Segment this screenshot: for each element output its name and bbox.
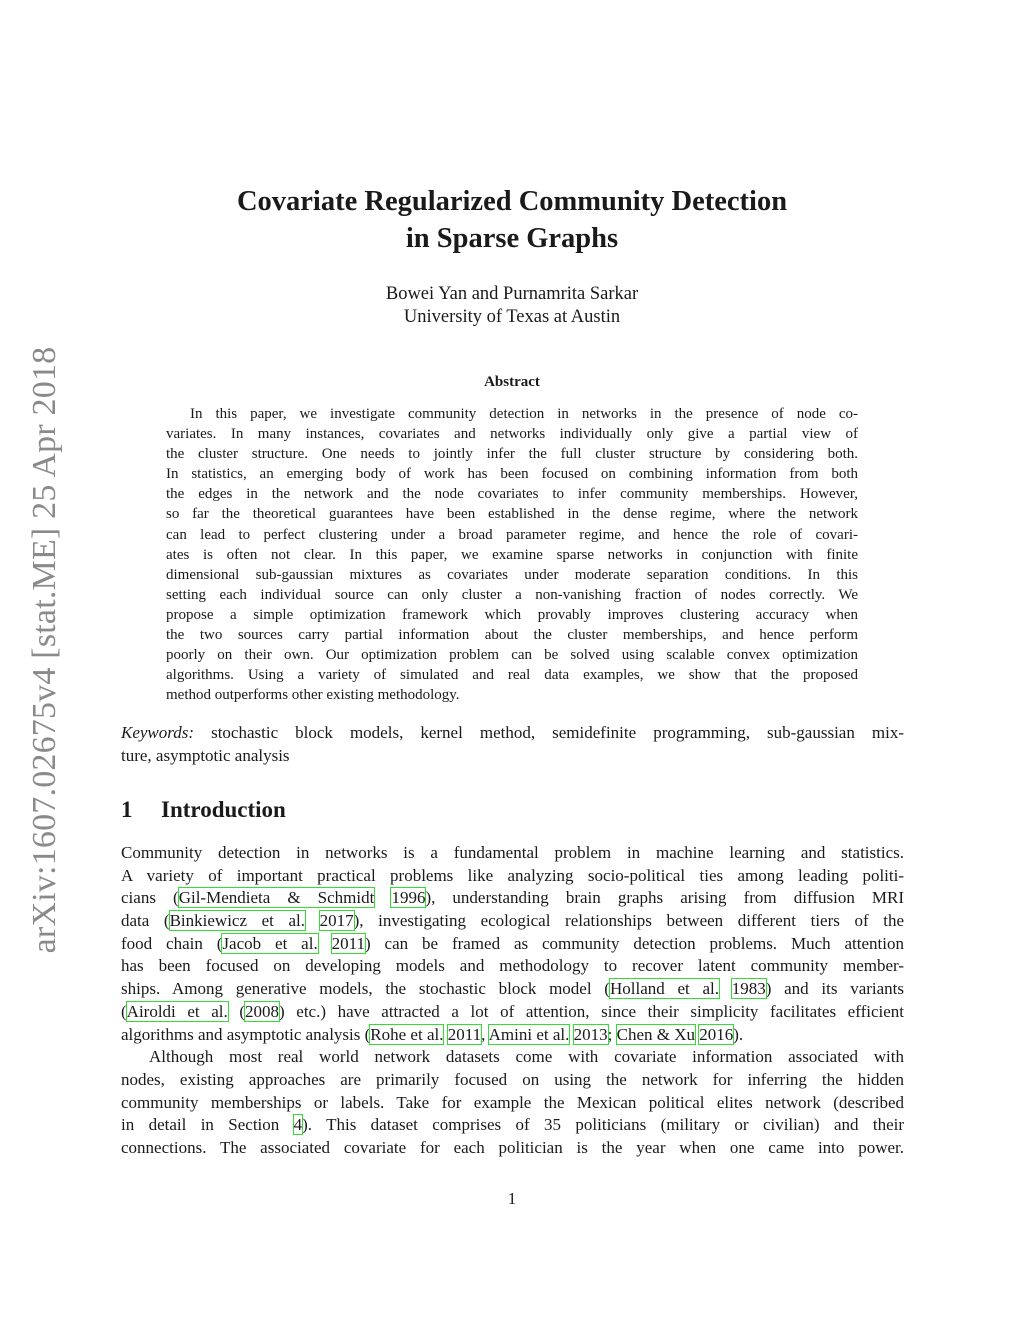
citation-year: 2013: [573, 1024, 608, 1044]
citation-year-link[interactable]: [320, 911, 354, 930]
abstract-line: algorithms. Using a variety of simulated and real data examples, we show that the proposed: [166, 667, 858, 684]
text-run: algorithms and asymptotic analysis (: [121, 1024, 371, 1044]
citation-year-link[interactable]: [574, 1025, 608, 1044]
section-title: Introduction: [161, 797, 286, 822]
citation-text: Gil-Mendieta & Schmidt: [178, 888, 375, 908]
citation-link[interactable]: [127, 1002, 228, 1021]
text-run: ). This dataset comprises of 35 politicians (military or civilian) and their: [302, 1115, 904, 1135]
abstract-line: can lead to perfect clustering under a broad parameter regime, and hence the role of covari-: [166, 526, 858, 543]
abstract-line: method outperforms other existing methodology.: [166, 687, 460, 704]
citation-text: Jacob et al.: [222, 933, 318, 953]
text-run: ) etc.) have attracted a lot of attention, since their simplicity facilitates efficient: [279, 1001, 904, 1021]
abstract-line: poorly on their own. Our optimization problem can be solved using scalable convex optimization: [166, 647, 858, 664]
text-run: ), investigating ecological relationships between different tiers of the: [353, 911, 905, 931]
text-run: ) and its variants: [765, 979, 905, 999]
text-run: (: [121, 1001, 127, 1021]
author-block: [200, 283, 824, 329]
paper-title: [150, 183, 874, 257]
text-run: ).: [733, 1024, 744, 1044]
citation-text: Airoldi et al.: [126, 1001, 228, 1021]
abstract-line: variates. In many instances, covariates and networks individually only give a partial view of: [166, 426, 858, 443]
authors: Bowei Yan and Purnamrita Sarkar: [385, 284, 639, 304]
text-run: ) can be framed as community detection problems. Much attention: [364, 933, 904, 953]
abstract-line: ates is often not clear. In this paper, we examine sparse networks in conjunction with finite: [166, 546, 858, 563]
intro-line: [121, 1024, 904, 1047]
citation-text: Rohe et al.: [370, 1024, 444, 1044]
citation-link[interactable]: [617, 1025, 695, 1044]
text-run: ships. Among generative models, the stochastic block model (: [121, 979, 610, 999]
abstract-line: so far the theoretical guarantees have been established in the dense regime, where the network: [166, 506, 858, 523]
citation-year-link[interactable]: [391, 888, 425, 907]
text-run: ,: [481, 1024, 489, 1044]
intro-line: [121, 1001, 904, 1024]
intro-line: [121, 933, 904, 956]
abstract-line: the two sources carry partial information about the cluster memberships, and hence perform: [166, 627, 858, 644]
affiliation: University of Texas at Austin: [403, 307, 621, 327]
intro-line: has been focused on developing models and methodology to recover latent community member-: [121, 956, 904, 976]
citation-year: 2011: [331, 933, 365, 953]
intro-line: Community detection in networks is a fundamental problem in machine learning and statistics.: [121, 843, 904, 862]
abstract-line: propose a simple optimization framework which provably improves clustering accuracy when: [166, 606, 858, 623]
text-run: ), understanding brain graphs arising from diffusion MRI: [425, 888, 905, 908]
arxiv-stamp: [16, 345, 74, 955]
citation-year: 2016: [699, 1024, 734, 1044]
title-line-1: Covariate Regularized Community Detection: [236, 186, 788, 217]
abstract-line: In statistics, an emerging body of work has been focused on combining information from both: [166, 466, 858, 483]
citation-year: 1996: [391, 888, 426, 908]
citation-year-link[interactable]: [245, 1002, 279, 1021]
intro-line: nodes, existing approaches are primarily focused on using the network for inferring the hidden: [121, 1069, 904, 1089]
keywords-label: Keywords:: [121, 723, 195, 742]
intro-line: [121, 1114, 904, 1137]
title-line-2: in Sparse Graphs: [405, 223, 619, 254]
citation-text: Amini et al.: [488, 1024, 570, 1044]
abstract-line: dimensional sub-gaussian mixtures as covariates under moderate separation conditions. In this: [166, 566, 858, 583]
citation-link[interactable]: [170, 911, 305, 930]
keywords-text-1: stochastic block models, kernel method, semidefinite programming, sub-gaussian mix-: [211, 723, 904, 742]
citation-year-link[interactable]: [448, 1025, 481, 1044]
citation-year: 1983: [731, 979, 766, 999]
abstract-body: [166, 404, 858, 705]
citation-link[interactable]: [610, 979, 719, 998]
abstract-line: the cluster structure. One needs to jointly infer the full cluster structure by considering both.: [166, 446, 858, 463]
abstract-line: the edges in the network and the node covariates to infer community memberships. However,: [166, 486, 858, 503]
citation-link[interactable]: [489, 1025, 570, 1044]
section-ref: 4: [293, 1115, 303, 1135]
text-run: food chain (: [121, 933, 223, 953]
text-run: ;: [607, 1024, 617, 1044]
citation-year: 2008: [245, 1001, 280, 1021]
intro-line: [121, 978, 904, 1001]
text-run: data (: [121, 911, 170, 931]
intro-body: [121, 842, 904, 1160]
citation-text: Chen & Xu: [616, 1024, 696, 1044]
intro-line: Although most real world network datasets come with covariate information associated with: [149, 1047, 904, 1067]
section-ref-link[interactable]: [294, 1115, 303, 1134]
intro-line: community memberships or labels. Take for example the Mexican political elites network (described: [121, 1092, 904, 1112]
text-run: in detail in Section: [121, 1115, 294, 1135]
citation-text: Holland et al.: [609, 979, 719, 999]
citation-year-link[interactable]: [699, 1025, 733, 1044]
citation-year: 2011: [447, 1024, 482, 1044]
citation-link[interactable]: [370, 1025, 443, 1044]
citation-year-link[interactable]: [332, 934, 365, 953]
citation-link[interactable]: [179, 888, 375, 907]
intro-line: connections. The associated covariate for each politician is the year when one came into power.: [121, 1137, 904, 1157]
intro-line: A variety of important practical problems like analyzing socio-political ties among leading politi-: [121, 865, 904, 885]
abstract-line: In this paper, we investigate community detection in networks in the presence of node co-: [190, 406, 858, 422]
abstract-line: setting each individual source can only cluster a non-vanishing fraction of nodes correctly. We: [166, 586, 858, 603]
citation-year: 2017: [319, 911, 354, 931]
abstract-heading: Abstract: [484, 374, 540, 390]
arxiv-id: arXiv:1607.02675v4 [stat.ME] 25 Apr 2018: [26, 346, 63, 954]
text-run: (: [227, 1001, 246, 1021]
intro-line: [121, 887, 904, 910]
page-number: 1: [507, 1189, 517, 1208]
citation-year-link[interactable]: [732, 979, 766, 998]
section-number: 1: [121, 797, 133, 822]
section-heading: [121, 797, 286, 823]
citation-link[interactable]: [222, 934, 317, 953]
citation-text: Binkiewicz et al.: [169, 911, 306, 931]
intro-line: [121, 910, 904, 933]
keywords-line-1: [121, 722, 904, 745]
text-run: cians (: [121, 888, 179, 908]
keywords: [121, 722, 904, 767]
keywords-line-2: ture, asymptotic analysis: [121, 745, 290, 765]
